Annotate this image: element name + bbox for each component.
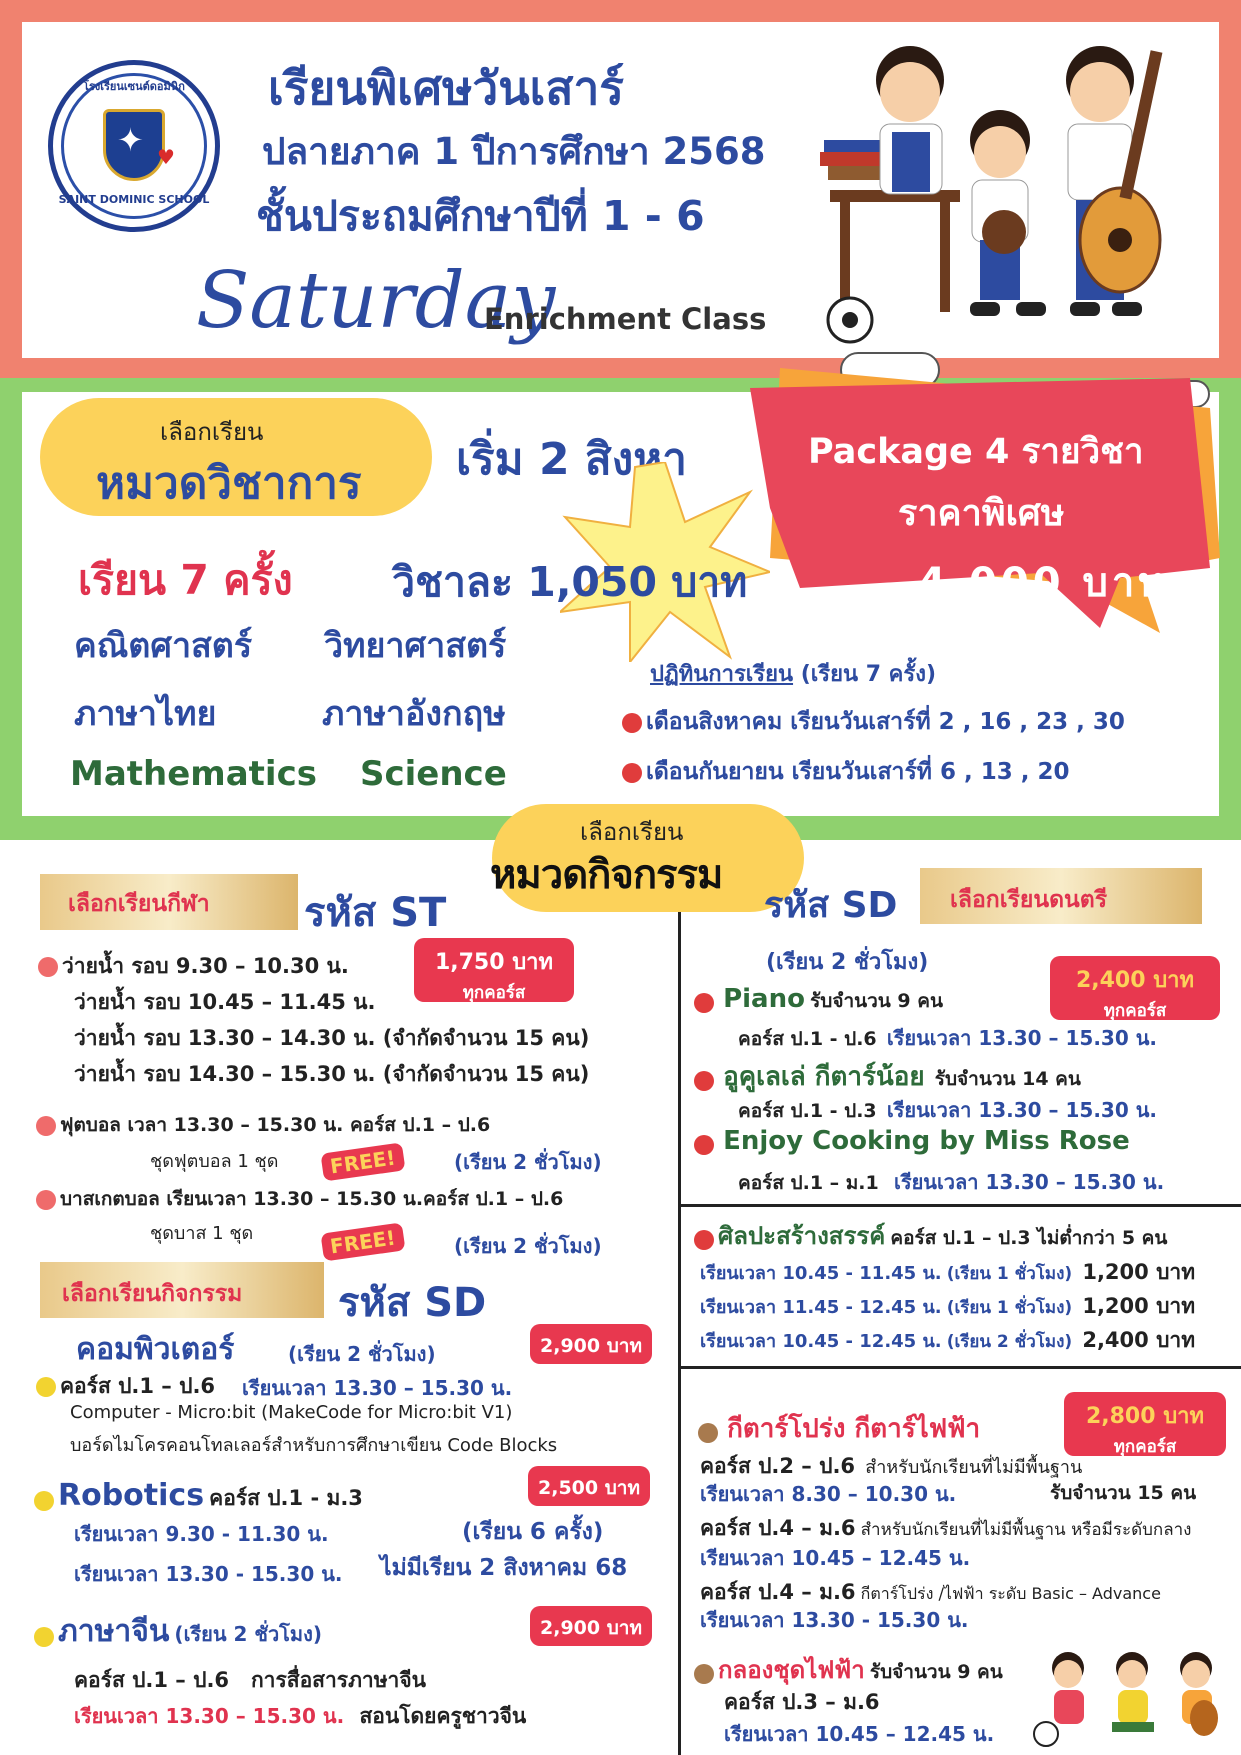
enrichment-label: Enrichment Class (484, 302, 767, 336)
music-code: รหัส SD (764, 885, 898, 926)
ukulele-row: อูคูเลเล่ กีตาร์น้อย รับจำนวน 14 คน (694, 1056, 1081, 1097)
guitar-course: คอร์ส ป.2 – ป.6 สำหรับนักเรียนที่ไม่มีพื้นฐาน (700, 1454, 1083, 1478)
price-per-subject: วิชาละ 1,050 บาท (392, 558, 748, 606)
basketball-row: บาสเกตบอล เรียนเวลา 13.30 – 15.30 น.คอร์ส ป.1 – ป.6 (36, 1184, 563, 1214)
academic-category: หมวดวิชาการ (96, 458, 362, 509)
section-divider (680, 1204, 1241, 1207)
heart-icon: ♥ (157, 145, 175, 169)
bullet-icon (622, 713, 642, 733)
guitar-capacity: รับจำนวน 15 คน (1050, 1482, 1197, 1504)
bullet-icon (694, 1230, 714, 1250)
drum-row: กลองชุดไฟฟ้า รับจำนวน 9 คน (694, 1650, 1003, 1689)
swim-row: ว่ายน้ำ รอบ 13.30 – 14.30 น. (จำกัดจำนวน 15 คน) (74, 1026, 590, 1050)
chinese-time: เรียนเวลา 13.30 – 15.30 น. สอนโดยครูชาวจีน (74, 1704, 527, 1728)
football-row: ฟุตบอล เวลา 13.30 – 15.30 น. คอร์ส ป.1 – ป.6 (36, 1110, 490, 1140)
school-logo: โรงเรียนเซนต์ดอมินิก ✦ ♥ SAINT DOMINIC SCHOOL (48, 60, 220, 232)
activity-ribbon-label: เลือกเรียนกิจกรรม (62, 1281, 243, 1307)
robotics-no-class: ไม่มีเรียน 2 สิงหาคม 68 (380, 1555, 628, 1581)
package-price: 4,000 บาท (918, 560, 1169, 606)
drum-course: คอร์ส ป.3 – ม.6 (724, 1690, 880, 1714)
chinese-row: ภาษาจีน (เรียน 2 ชั่วโมง) (34, 1608, 322, 1655)
basketball-hours: (เรียน 2 ชั่วโมง) (454, 1234, 602, 1258)
kids-music-illustration (1032, 1638, 1228, 1748)
activity-category: หมวดกิจกรรม (490, 852, 723, 898)
bullet-icon (38, 957, 58, 977)
computer-price-tag: 2,900 บาท (530, 1324, 652, 1364)
piano-row: Piano รับจำนวน 9 คน (694, 984, 943, 1016)
guitar-course: คอร์ส ป.4 – ม.6 สำหรับนักเรียนที่ไม่มีพื้นฐาน หรือมีระดับกลาง (700, 1516, 1192, 1540)
bullet-icon (34, 1491, 54, 1511)
guitar-time: เรียนเวลา 10.45 – 12.45 น. (700, 1546, 971, 1570)
cooking-row: Enjoy Cooking by Miss Rose (694, 1126, 1130, 1156)
cooking-course: คอร์ส ป.1 – ม.1 เรียนเวลา 13.30 – 15.30 น. (738, 1170, 1165, 1194)
guitar-row: กีตาร์โปร่ง กีตาร์ไฟฟ้า (698, 1408, 980, 1449)
grades-line: ชั้นประถมศึกษาปีที่ 1 - 6 (256, 192, 705, 240)
package-special: ราคาพิเศษ (898, 493, 1065, 534)
music-price-tag: 2,400 บาท ทุกคอร์ส (1050, 956, 1220, 1020)
robotics-time: เรียนเวลา 13.30 - 15.30 น. (74, 1562, 343, 1586)
robotics-row: Robotics คอร์ส ป.1 - ม.3 (34, 1478, 363, 1515)
bullet-icon (36, 1190, 56, 1210)
chinese-price-tag: 2,900 บาท (530, 1606, 652, 1646)
bullet-icon (36, 1116, 56, 1136)
art-time-row: เรียนเวลา 10.45 - 11.45 น. (เรียน 1 ชั่วโมง) 1,200 บาท (700, 1260, 1196, 1284)
calendar-row: เดือนสิงหาคม เรียนวันเสาร์ที่ 2 , 16 , 23 , 30 (622, 704, 1125, 740)
computer-desc: บอร์ดไมโครคอนโทลเลอร์สำหรับการศึกษาเขียน Code Blocks (70, 1435, 558, 1456)
robotics-sessions: (เรียน 6 ครั้ง) (462, 1519, 604, 1545)
basketball-kit: ชุดบาส 1 ชุด (150, 1223, 254, 1244)
sports-ribbon-label: เลือกเรียนกีฬา (68, 891, 210, 917)
football-kit: ชุดฟุตบอล 1 ชุด (150, 1151, 279, 1172)
package-title: Package 4 รายวิชา (808, 432, 1144, 472)
subject-science-en: Science (360, 754, 507, 794)
swim-row: ว่ายน้ำ รอบ 10.45 – 11.45 น. (74, 990, 376, 1014)
football-hours: (เรียน 2 ชั่วโมง) (454, 1150, 602, 1174)
subject-mathematics: Mathematics (70, 754, 317, 794)
bullet-icon (622, 763, 642, 783)
guitar-price-tag: 2,800 บาท ทุกคอร์ส (1064, 1392, 1226, 1456)
start-date: เริ่ม 2 สิงหา (456, 434, 687, 485)
term-line: ปลายภาค 1 ปีการศึกษา 2568 (262, 130, 766, 173)
calendar-title: ปฏิทินการเรียน (เรียน 7 ครั้ง) (650, 662, 936, 687)
music-ribbon-label: เลือกเรียนดนตรี (950, 887, 1108, 913)
free-badge: FREE! (320, 1142, 405, 1181)
column-divider (678, 912, 681, 1755)
chinese-course: คอร์ส ป.1 – ป.6 การสื่อสารภาษาจีน (74, 1668, 427, 1692)
subject-math-th: คณิตศาสตร์ (74, 626, 253, 666)
computer-course: คอร์ส ป.1 – ป.6 (36, 1370, 215, 1403)
section-divider (680, 1366, 1241, 1369)
guitar-course: คอร์ส ป.4 – ม.6 กีตาร์โปร่ง /ไฟฟ้า ระดับ Basic – Advance (700, 1580, 1161, 1604)
session-count: เรียน 7 ครั้ง (78, 556, 293, 604)
computer-hours: (เรียน 2 ชั่วโมง) (288, 1342, 436, 1366)
art-row: ศิลปะสร้างสรรค์ คอร์ส ป.1 – ป.3 ไม่ต่ำกว่า 5 คน (694, 1216, 1167, 1255)
activity-choose: เลือกเรียน (580, 818, 684, 846)
saturday-script: Saturday (196, 256, 556, 346)
free-badge: FREE! (320, 1222, 405, 1261)
guitar-time: เรียนเวลา 13.30 - 15.30 น. (700, 1608, 969, 1632)
computer-desc: Computer - Micro:bit (MakeCode for Micro:bit V1) (70, 1402, 513, 1423)
robotics-price-tag: 2,500 บาท (528, 1466, 650, 1506)
music-hours: (เรียน 2 ชั่วโมง) (766, 950, 929, 975)
sports-price-tag: 1,750 บาท ทุกคอร์ส (414, 938, 574, 1002)
bullet-icon (694, 993, 714, 1013)
drum-time: เรียนเวลา 10.45 – 12.45 น. (724, 1722, 995, 1746)
ukulele-course: คอร์ส ป.1 - ป.3 เรียนเวลา 13.30 – 15.30 น. (738, 1098, 1157, 1122)
bullet-icon (694, 1664, 714, 1684)
kids-illustration (820, 40, 1192, 346)
star-icon: ✦ (117, 121, 144, 159)
bullet-icon (698, 1423, 718, 1443)
subject-thai: ภาษาไทย (74, 694, 217, 734)
bullet-icon (694, 1071, 714, 1091)
computer-time: เรียนเวลา 13.30 – 15.30 น. (242, 1376, 513, 1400)
sports-code: รหัส ST (304, 890, 447, 936)
guitar-time: เรียนเวลา 8.30 – 10.30 น. (700, 1482, 957, 1506)
art-time-row: เรียนเวลา 11.45 - 12.45 น. (เรียน 1 ชั่วโมง) 1,200 บาท (700, 1294, 1196, 1318)
academic-choose: เลือกเรียน (160, 418, 264, 446)
art-time-row: เรียนเวลา 10.45 - 12.45 น. (เรียน 2 ชั่วโมง) 2,400 บาท (700, 1328, 1196, 1352)
calendar-row: เดือนกันยายน เรียนวันเสาร์ที่ 6 , 13 , 20 (622, 754, 1070, 790)
page-title: เรียนพิเศษวันเสาร์ (268, 61, 625, 115)
swim-row: ว่ายน้ำ รอบ 14.30 – 15.30 น. (จำกัดจำนวน 15 คน) (74, 1062, 590, 1086)
swim-row: ว่ายน้ำ รอบ 9.30 – 10.30 น. (38, 950, 349, 983)
bullet-icon (36, 1377, 56, 1397)
subject-english: ภาษาอังกฤษ (322, 694, 506, 734)
robotics-time: เรียนเวลา 9.30 - 11.30 น. (74, 1522, 329, 1546)
computer-title: คอมพิวเตอร์ (76, 1332, 235, 1367)
bullet-icon (694, 1135, 714, 1155)
activity-code: รหัส SD (338, 1280, 487, 1326)
bullet-icon (34, 1627, 54, 1647)
piano-course: คอร์ส ป.1 - ป.6 เรียนเวลา 13.30 – 15.30 น. (738, 1026, 1157, 1050)
subject-science-th: วิทยาศาสตร์ (324, 626, 507, 666)
